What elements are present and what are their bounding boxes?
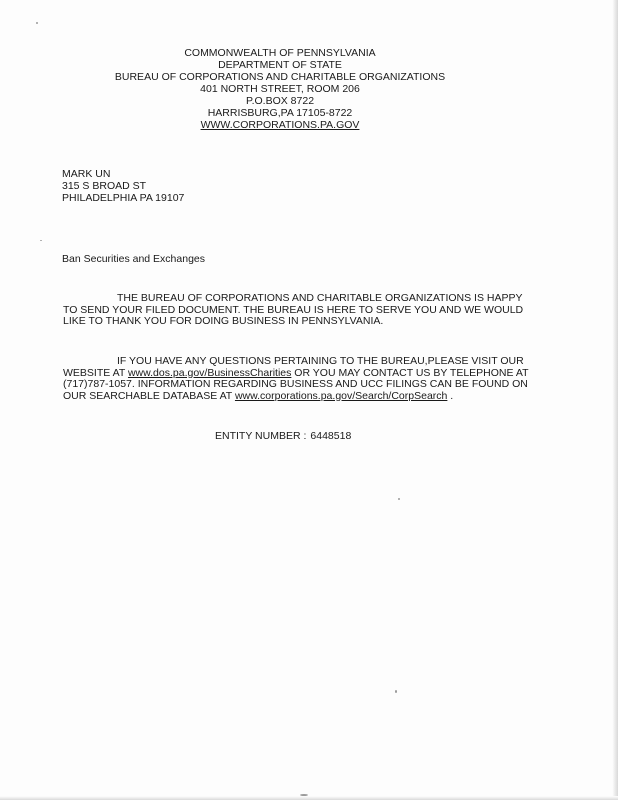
addressee-name: MARK UN: [62, 168, 111, 180]
corp-search-link[interactable]: www.corporations.pa.gov/Search/CorpSearch: [234, 389, 448, 402]
contact-paragraph: [63, 356, 543, 402]
letterhead-line-city: HARRISBURG,PA 17105-8722: [207, 107, 353, 119]
addressee-city: PHILADELPHIA PA 19107: [62, 192, 185, 204]
paragraph-line: TO SEND YOUR FILED DOCUMENT. THE BUREAU IS HERE TO SERVE YOU AND WE WOULD: [63, 303, 524, 316]
scan-speck: [300, 794, 308, 796]
paragraph-line: (717)787-1057. INFORMATION REGARDING BUSINESS AND UCC FILINGS CAN BE FOUND ON: [63, 378, 528, 390]
letterhead-line-pobox: P.O.BOX 8722: [245, 95, 315, 107]
thank-you-paragraph: [63, 293, 543, 328]
entity-number-value: 6448518: [310, 430, 352, 442]
paragraph-text: .: [447, 389, 454, 402]
letterhead-line-street: 401 NORTH STREET, ROOM 206: [200, 83, 360, 95]
paragraph-line: [63, 391, 543, 403]
paragraph-text: OUR SEARCHABLE DATABASE AT: [63, 389, 235, 402]
addressee-street: 315 S BROAD ST: [62, 180, 147, 192]
letterhead: [0, 47, 560, 131]
paragraph-text: OR YOU MAY CONTACT US BY TELEPHONE AT: [291, 366, 529, 379]
scan-edge-shadow-bottom: [0, 796, 618, 800]
scan-edge-shadow: [612, 0, 618, 800]
letterhead-line-bureau: BUREAU OF CORPORATIONS AND CHARITABLE ORGANIZATIONS: [114, 71, 446, 83]
letterhead-website-link[interactable]: WWW.CORPORATIONS.PA.GOV: [200, 119, 360, 131]
business-charities-link[interactable]: www.dos.pa.gov/BusinessCharities: [127, 366, 292, 379]
entity-name: Ban Securities and Exchanges: [62, 253, 206, 265]
scan-speck: [36, 22, 38, 24]
letterhead-line-commonwealth: COMMONWEALTH OF PENNSYLVANIA: [184, 47, 376, 59]
letterhead-line-department: DEPARTMENT OF STATE: [218, 59, 342, 71]
entity-number-line: [215, 430, 351, 442]
scan-speck: [398, 498, 400, 500]
paragraph-line: IF YOU HAVE ANY QUESTIONS PERTAINING TO THE BUREAU,PLEASE VISIT OUR: [117, 355, 524, 367]
addressee-block: [62, 168, 184, 204]
paragraph-line: THE BUREAU OF CORPORATIONS AND CHARITABLE ORGANIZATIONS IS HAPPY: [117, 292, 523, 304]
scan-speck: [40, 240, 42, 241]
entity-number-label: ENTITY NUMBER :: [215, 430, 307, 442]
paragraph-line: LIKE TO THANK YOU FOR DOING BUSINESS IN PENNSYLVANIA.: [63, 315, 384, 327]
paragraph-text: WEBSITE AT: [63, 366, 128, 379]
scan-speck: [395, 690, 397, 693]
